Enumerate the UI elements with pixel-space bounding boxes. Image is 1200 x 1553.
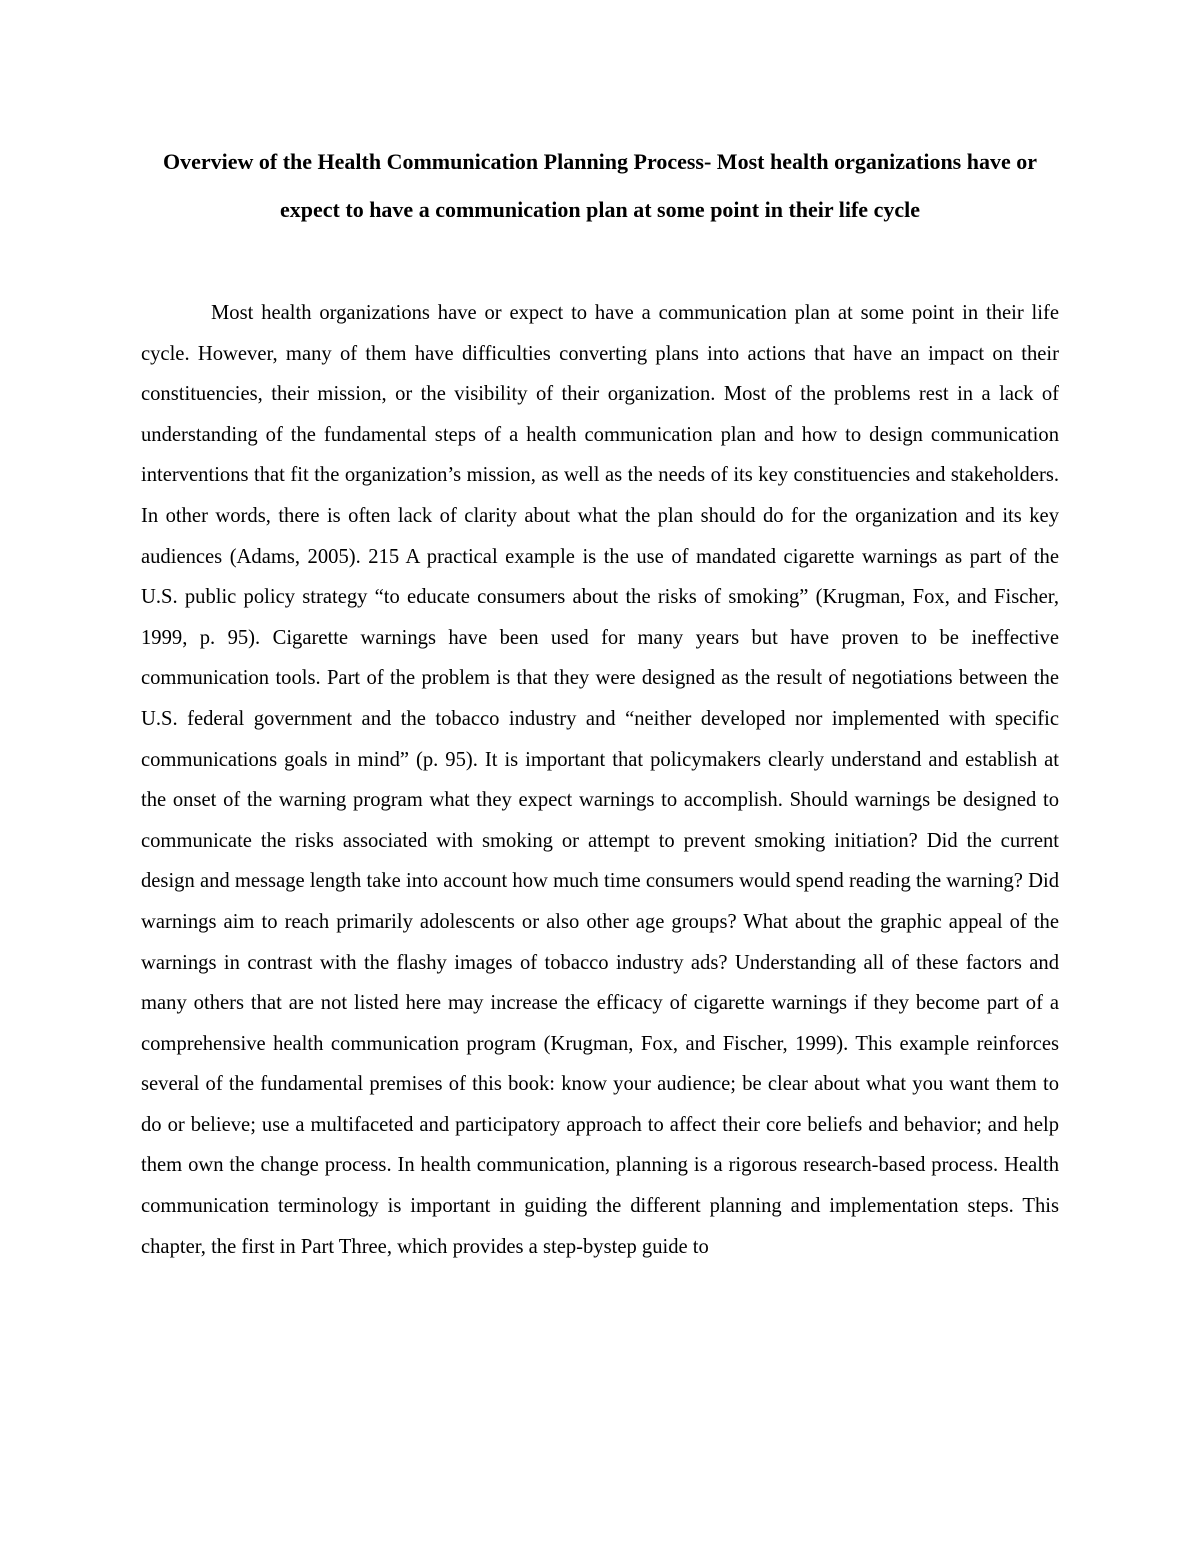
body-paragraph: Most health organizations have or expect to have a communication plan at some point in their life cycle. However, many of them have difficulties converting plans into actions that have an impact on their constituencies, their mission, or the visibility of their organization. Most of the problems rest in a lack of understanding of the fundamental steps of a health communication plan and how to design communication interventions that fit the organization’s mission, as well as the needs of its key constituencies and stakeholders. In other words, there is often lack of clarity about what the plan should do for the organization and its key audiences (Adams, 2005). 215 A practical example is the use of mandated cigarette warnings as part of the U.S. public policy strategy “to educate consumers about the risks of smoking” (Krugman, Fox, and Fischer, 1999, p. 95). Cigarette warnings have been used for many years but have proven to be ineffective communication tools. Part of the problem is that they were designed as the result of negotiations between the U.S. federal government and the tobacco industry and “neither developed nor implemented with specific communications goals in mind” (p. 95). It is important that policymakers clearly understand and establish at the onset of the warning program what they expect warnings to accomplish. Should warnings be designed to communicate the risks associated with smoking or attempt to prevent smoking initiation? Did the current design and message length take into account how much time consumers would spend reading the warning? Did warnings aim to reach primarily adolescents or also other age groups? What about the graphic appeal of the warnings in contrast with the flashy images of tobacco industry ads? Understanding all of these factors and many others that are not listed here may increase the efficacy of cigarette warnings if they become part of a comprehensive health communication program (Krugman, Fox, and Fischer, 1999). This example reinforces several of the fundamental premises of this book: know your audience; be clear about what you want them to do or believe; use a multifaceted and participatory approach to affect their core beliefs and behavior; and help them own the change process. In health communication, planning is a rigorous research-based process. Health communication terminology is important in guiding the different planning and implementation steps. This chapter, the first in Part Three, which provides a step-bystep guide to [141, 302, 1059, 1258]
document-title: Overview of the Health Communication Planning Process- Most health organizations have or expect to have a communication plan at some point in their life cycle [162, 149, 1038, 222]
